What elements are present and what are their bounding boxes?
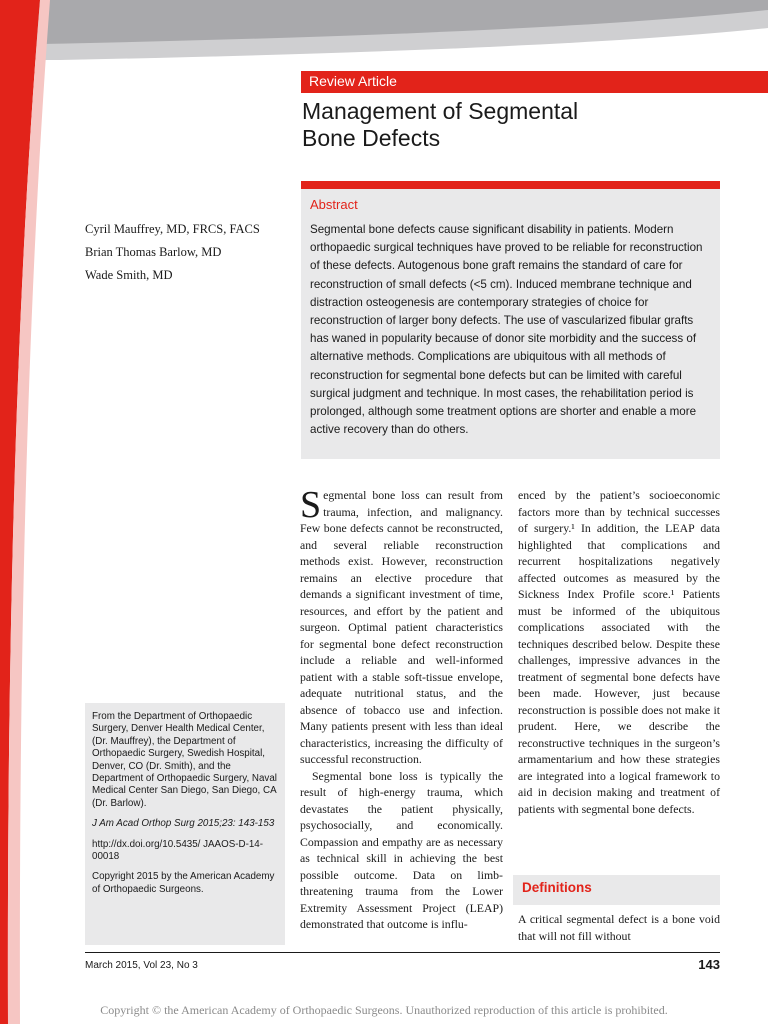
copyright-notice: Copyright © the American Academy of Orthopaedic Surgeons. Unauthorized reproduction of this article is prohibited. <box>100 1003 668 1017</box>
affiliation-panel <box>85 703 285 945</box>
author-2: Brian Thomas Barlow, MD <box>85 245 222 259</box>
doi-link[interactable]: http://dx.doi.org/10.5435/ JAAOS-D-14-00018 <box>92 838 263 863</box>
page-number: 143 <box>698 957 720 972</box>
abstract-panel <box>301 181 720 459</box>
author-3: Wade Smith, MD <box>85 268 173 282</box>
title-line-2: Bone Defects <box>302 125 441 151</box>
footer-divider <box>85 952 720 953</box>
paragraph-intro-text: egmental bone loss can result from trauma, infection, and malignancy. Few bone defects cannot be reconstructed, and several reliable reconstruction methods exist. However, reconstruction remains an elective procedure that demands a significant investment of time, resources, and effort by the patient and surgeon. Optimal patient characteristics for segmental bone defect reconstruction include a reliable and well-informed patient with a stable soft-tissue envelope, adequate nutritional status, and the absence of tobacco use and infection. Many patients present with less than ideal characteristics, increasing the difficulty of successful reconstruction. <box>300 488 503 766</box>
definitions-section <box>518 911 720 944</box>
side-download-note <box>6 560 14 820</box>
paragraph-trauma: Segmental bone loss is typically the result of high-energy trauma, which devastates the patient physically, psychosocially, and economically. Compassion and empathy are as necessary as technical skill in achieving the best possible outcome. Data on limb-threatening trauma from the Lower Extremity Assessment Project (LEAP) demonstrated that outcome is influ- <box>300 768 503 931</box>
article-type-label: Review Article <box>309 73 397 89</box>
paragraph-intro <box>300 484 503 768</box>
body-column-2 <box>518 487 720 817</box>
body-column-1 <box>300 484 503 933</box>
left-red-swoosh <box>0 0 60 1024</box>
header-gray-band <box>0 0 768 60</box>
abstract-heading: Abstract <box>310 197 358 212</box>
article-type-bar <box>301 71 768 93</box>
affiliation-copyright: Copyright 2015 by the American Academy of Orthopaedic Surgeons. <box>92 871 275 895</box>
definitions-heading-panel <box>513 875 720 905</box>
paragraph-continued: enced by the patient’s socioeconomic factors more than by technical successes of surgery.¹ In addition, the LEAP data highlighted that complications and recurrent hospitalizations negatively affected outcomes as measured by the Sickness Index Profile score.¹ Patients must be informed of the ubiquitous complications associated with the techniques described below. Despite these challenges, impressive advances in the treatment of segmental bone defects have been made. However, just because reconstruction is possible does not make it prudent. Here, we describe the reconstructive techniques in the surgeon’s armamentarium and how these strategies are integrated into a logical framework to aid in decision making and treatment of patients with segmental bone defects. <box>518 488 720 816</box>
abstract-text: Segmental bone defects cause significant disability in patients. Modern orthopaedic surgical techniques have proved to be reliable for reconstruction of these defects. Autogenous bone graft remains the standard of care for reconstruction of small defects (<5 cm). Induced membrane technique and distraction osteogenesis are contemporary strategies of choice for reconstruction of larger bony defects. The use of vascularized fibular grafts has waned in popularity because of donor site morbidity and the success of alternative methods. Complications are ubiquitous with all methods of reconstruction for segmental bone defects but can be limited with careful surgical judgment and technique. In most cases, the rehabilitation period is prolonged, although some treatment options are shorter and enable a more active recovery than do others. <box>310 223 703 437</box>
title-line-1: Management of Segmental <box>302 98 579 124</box>
article-title <box>302 98 742 152</box>
journal-citation: J Am Acad Orthop Surg 2015;23: 143-153 <box>92 818 275 830</box>
affiliation-text: From the Department of Orthopaedic Surgery, Denver Health Medical Center, (Dr. Mauffrey), the Department of Orthopaedic Surgery, Swedish Hospital, Denver, CO (Dr. Smith), and the Department of Orthopaedic Surgery, Naval Medical Center San Diego, San Diego, CA (Dr. Barlow). <box>92 711 277 809</box>
author-list <box>85 222 285 291</box>
drop-cap: S <box>300 484 322 526</box>
definitions-heading: Definitions <box>522 880 592 895</box>
footer-issue: March 2015, Vol 23, No 3 <box>85 960 198 971</box>
definitions-text: A critical segmental defect is a bone void that will not fill without <box>518 912 720 943</box>
author-1: Cyril Mauffrey, MD, FRCS, FACS <box>85 222 260 236</box>
